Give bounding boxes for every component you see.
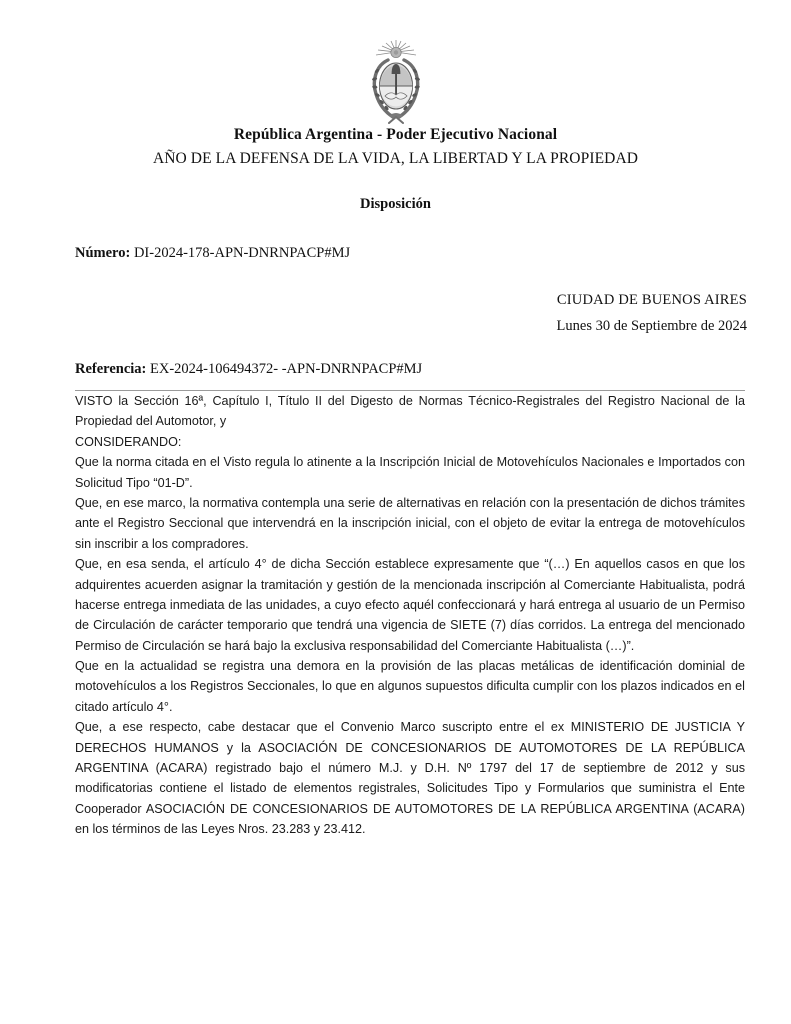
number-row (75, 245, 745, 262)
metadata-block (75, 245, 745, 262)
considerando-heading: CONSIDERANDO: (75, 434, 182, 449)
number-label: Número: (75, 245, 131, 261)
document-body (75, 391, 745, 840)
body-paragraph: Que, a ese respecto, cabe destacar que el Convenio Marco suscripto entre el ex MINISTERIO DE JUSTICIA Y DERECHOS HUMANOS y la ASOCIACIÓN DE CONCESIONARIOS DE AUTOMOTORES DE LA REPÚBLICA ARGENTINA (ACARA) registrado bajo el número M.J. y D.H. Nº 1797 del 17 de septiembre de 2012 y sus modificatorias contiene el listado de elementos registrales, Solicitudes Tipo y Formularios que suministra el Ente Cooperador ASOCIACIÓN DE CONCESIONARIOS DE AUTOMOTORES DE LA REPÚBLICA ARGENTINA (ACARA) en los términos de las Leyes Nros. 23.283 y 23.412. (75, 720, 745, 837)
argentine-coat-of-arms-icon (365, 38, 427, 124)
document-header (0, 126, 791, 213)
date-text: Lunes 30 de Septiembre de 2024 (556, 318, 747, 334)
body-paragraph: Que la norma citada en el Visto regula lo atinente a la Inscripción Inicial de Motovehículos Nacionales e Importados con Solicitud Tipo “01-D”. (75, 455, 745, 490)
reference-row (75, 361, 745, 378)
city-text: CIUDAD DE BUENOS AIRES (556, 292, 747, 308)
visto-paragraph: VISTO la Sección 16ª, Capítulo I, Título II del Digesto de Normas Técnico-Registrales del Registro Nacional de la Propiedad del Automotor, y (75, 394, 745, 429)
emblem-container (0, 0, 791, 124)
nation-line: República Argentina - Poder Ejecutivo Nacional (233, 126, 558, 143)
body-paragraph: Que, en ese marco, la normativa contempla una serie de alternativas en relación con la presentación de dichos trámites ante el Registro Seccional que intervendrá en la inscripción inicial, con el objeto de evitar la entrega de motovehículos sin inscribir a los compradores. (75, 495, 745, 551)
document-type-heading: Disposición (360, 196, 431, 212)
body-paragraph: Que en la actualidad se registra una demora en la provisión de las placas metálicas de identificación dominial de motovehículos a los Registros Seccionales, lo que en algunos supuestos dificulta cumplir con los plazos indicados en el citado artículo 4°. (75, 659, 745, 714)
body-paragraph: Que, en esa senda, el artículo 4° de dicha Sección establece expresamente que “(…) En aquellos casos en que los adquirentes acuerden asignar la tramitación y gestión de la mencionada inscripción al Comerciante Habitualista, podrá hacerse entrega inmediata de las unidades, a cuyo efecto aquél confeccionará y hará entrega al usuario de un Permiso de Circulación de carácter temporario que tendrá una vigencia de SIETE (7) días corridos. La entrega del mencionado Permiso de Circulación se hará bajo la exclusiva responsabilidad del Comerciante Habitualista (…)”. (75, 557, 745, 653)
number-value: DI-2024-178-APN-DNRNPACP#MJ (133, 245, 351, 261)
place-date-block (0, 292, 791, 335)
reference-value: EX-2024-106494372- -APN-DNRNPACP#MJ (150, 361, 423, 377)
year-motto: AÑO DE LA DEFENSA DE LA VIDA, LA LIBERTAD Y LA PROPIEDAD (152, 150, 639, 167)
reference-label: Referencia: (75, 361, 147, 377)
